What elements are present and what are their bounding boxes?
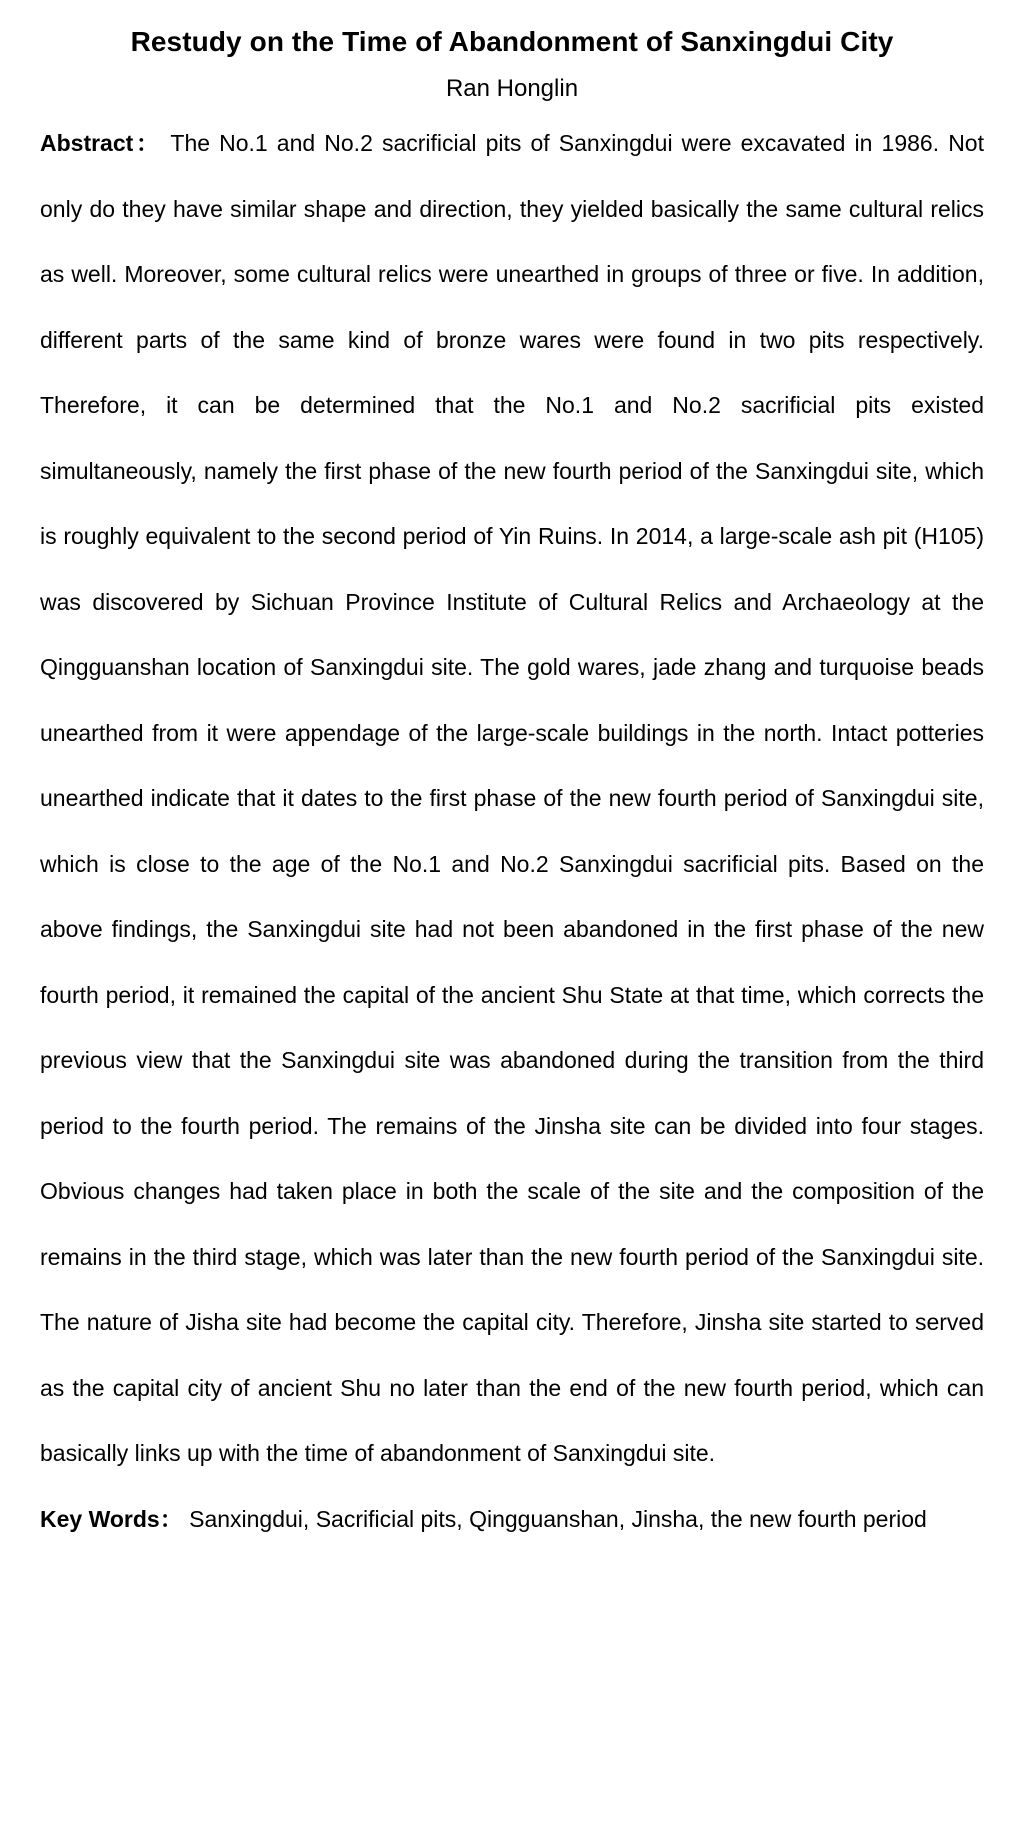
author-name: Ran Honglin	[445, 75, 579, 102]
document-page	[40, 0, 984, 1552]
keywords-label: Key Words：	[40, 1505, 183, 1532]
keywords-text: Sanxingdui, Sacrificial pits, Qingguanshan, Jinsha, the new fourth period	[189, 1505, 927, 1532]
paper-title: Restudy on the Time of Abandonment of Sanxingdui City	[130, 26, 894, 57]
keywords-paragraph	[40, 1487, 984, 1553]
abstract-paragraph	[40, 111, 984, 1487]
abstract-label: Abstract：	[40, 130, 162, 156]
abstract-text: The No.1 and No.2 sacrificial pits of Sanxingdui were excavated in 1986. Not only do they have similar shape and direction, they yielded basically the same cultural relics as well. Moreover, some cultural relics were unearthed in groups of three or five. In addition, different parts of the same kind of bronze wares were found in two pits respectively. Therefore, it can be determined that the No.1 and No.2 sacrificial pits existed simultaneously, namely the first phase of the new fourth period of the Sanxingdui site, which is roughly equivalent to the second period of Yin Ruins. In 2014, a large-scale ash pit (H105) was discovered by Sichuan Province Institute of Cultural Relics and Archaeology at the Qingguanshan location of Sanxingdui site. The gold wares, jade zhang and turquoise beads unearthed from it were appendage of the large-scale buildings in the north. Intact potteries unearthed indicate that it dates to the first phase of the new fourth period of Sanxingdui site, which is close to the age of the No.1 and No.2 Sanxingdui sacrificial pits. Based on the above findings, the Sanxingdui site had not been abandoned in the first phase of the new fourth period, it remained the capital of the ancient Shu State at that time, which corrects the previous view that the Sanxingdui site was abandoned during the transition from the third period to the fourth period. The remains of the Jinsha site can be divided into four stages. Obvious changes had taken place in both the scale of the site and the composition of the remains in the third stage, which was later than the new fourth period of the Sanxingdui site. The nature of Jisha site had become the capital city. Therefore, Jinsha site started to served as the capital city of ancient Shu no later than the end of the new fourth period, which can basically links up with the time of abandonment of Sanxingdui site.	[40, 130, 984, 1466]
